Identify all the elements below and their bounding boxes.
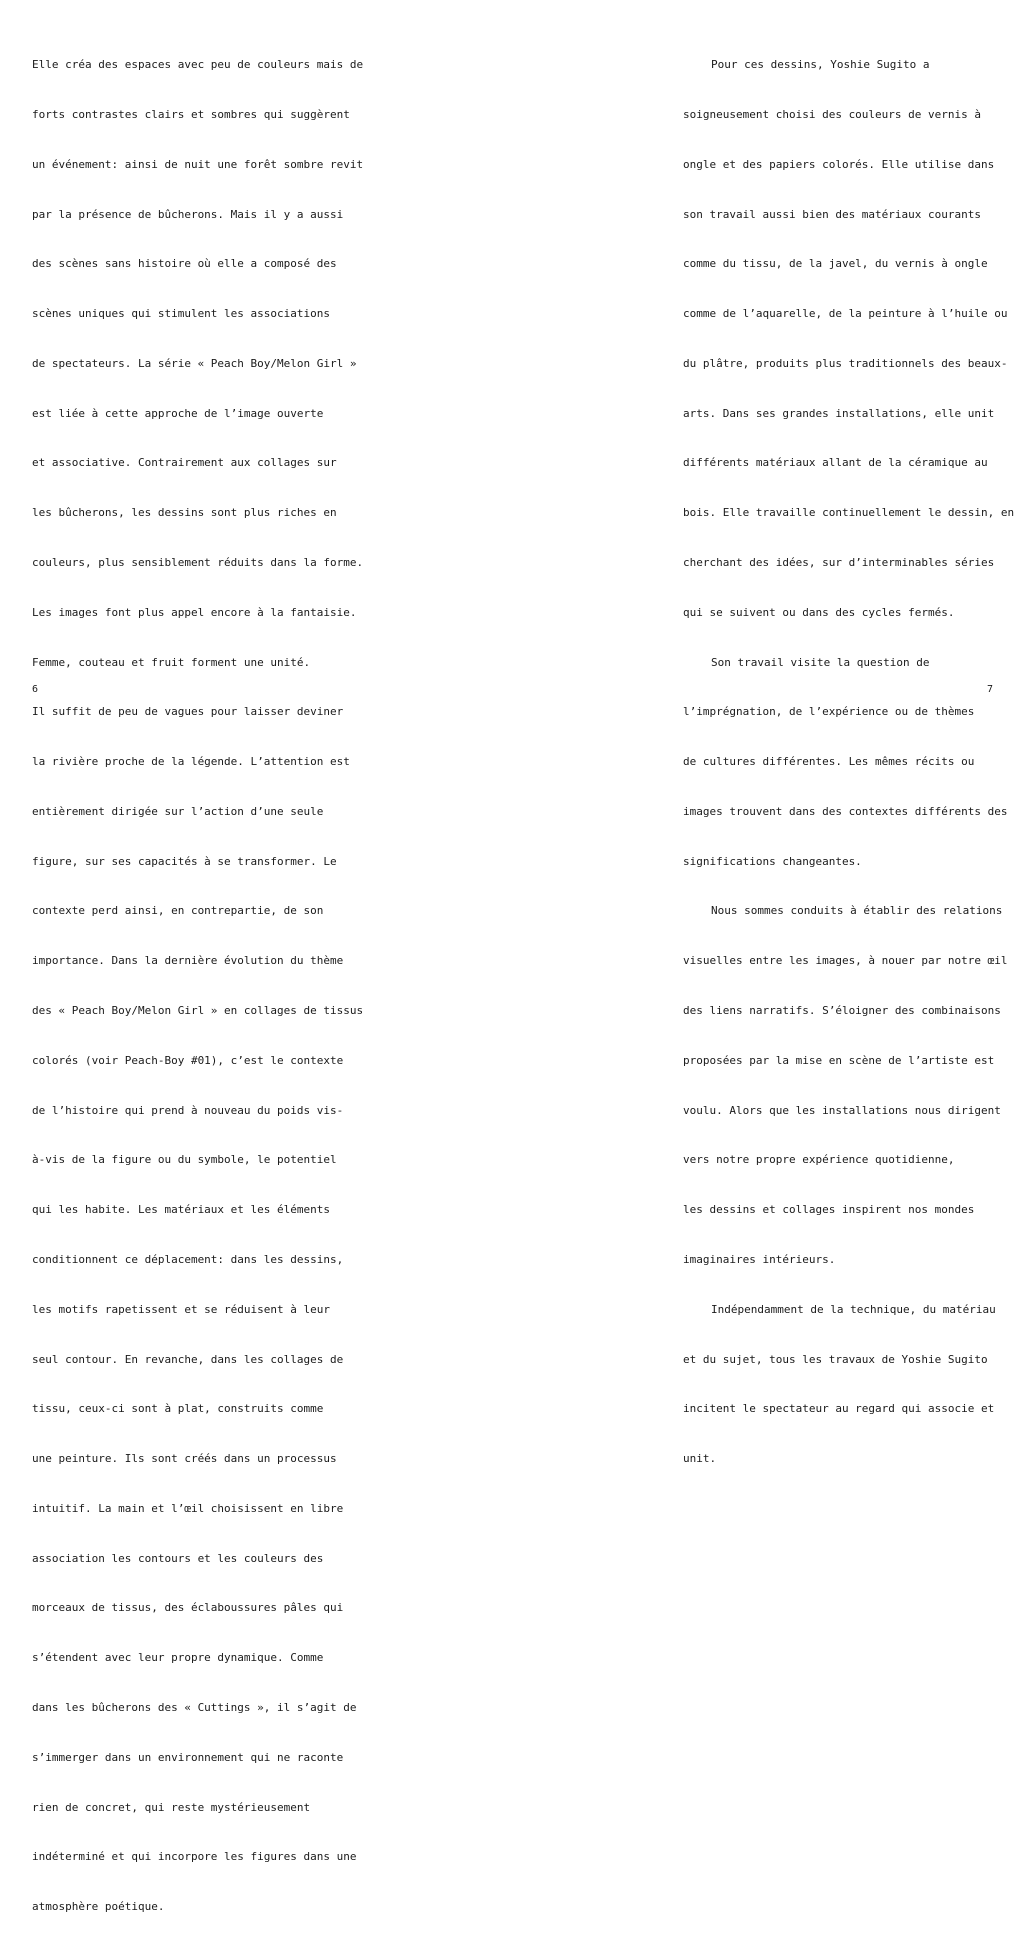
right-page — [512, 0, 1024, 1466]
text-line: de l’histoire qui prend à nouveau du poids vis- — [32, 1103, 344, 1117]
left-page — [0, 0, 512, 1914]
text-line: forts contrastes clairs et sombres qui suggèrent — [32, 107, 350, 121]
text-line: contexte perd ainsi, en contrepartie, de son — [32, 904, 324, 918]
page-number: 6 — [32, 684, 39, 695]
text-line: s’immerger dans un environnement qui ne raconte — [32, 1750, 344, 1764]
text-line: arts. Dans ses grandes installations, elle unit — [683, 406, 995, 420]
text-line: du plâtre, produits plus traditionnels des beaux- — [683, 356, 1008, 370]
text-line: tissu, ceux-ci sont à plat, construits comme — [32, 1402, 324, 1416]
text-line: association les contours et les couleurs des — [32, 1551, 324, 1565]
text-line: à-vis de la figure ou du symbole, le potentiel — [32, 1153, 337, 1167]
text-line: visuelles entre les images, à nouer par notre œil — [683, 954, 1008, 968]
text-line: images trouvent dans des contextes différents des — [683, 804, 1008, 818]
text-line: s’étendent avec leur propre dynamique. Comme — [32, 1651, 324, 1665]
text-line: son travail aussi bien des matériaux courants — [683, 207, 982, 221]
text-line: de cultures différentes. Les mêmes récits ou — [683, 755, 975, 769]
text-line: un événement: ainsi de nuit une forêt sombre revit — [32, 157, 364, 171]
text-line: Nous sommes conduits à établir des relations — [711, 904, 1003, 918]
text-line: par la présence de bûcherons. Mais il y a aussi — [32, 207, 344, 221]
text-line: indéterminé et qui incorpore les figures dans une — [32, 1850, 357, 1864]
text-line: conditionnent ce déplacement: dans les dessins, — [32, 1252, 344, 1266]
text-line: est liée à cette approche de l’image ouverte — [32, 406, 324, 420]
text-line: la rivière proche de la légende. L’attention est — [32, 755, 350, 769]
text-line: et associative. Contrairement aux collages sur — [32, 456, 337, 470]
text-line: des « Peach Boy/Melon Girl » en collages de tissus — [32, 1004, 364, 1018]
text-line: Indépendamment de la technique, du matériau — [711, 1302, 996, 1316]
text-line: des liens narratifs. S’éloigner des combinaisons — [683, 1004, 1001, 1018]
text-line: les dessins et collages inspirent nos mondes — [683, 1203, 975, 1217]
text-line: Il suffit de peu de vagues pour laisser deviner — [32, 705, 344, 719]
text-line: seul contour. En revanche, dans les collages de — [32, 1352, 344, 1366]
text-line: Femme, couteau et fruit forment une unité. — [32, 655, 311, 669]
text-line: dans les bûcherons des « Cuttings », il s’agit de — [32, 1700, 357, 1714]
text-line: imaginaires intérieurs. — [683, 1252, 836, 1266]
text-line: voulu. Alors que les installations nous dirigent — [683, 1103, 1001, 1117]
text-line: vers notre propre expérience quotidienne, — [683, 1153, 955, 1167]
text-line: ongle et des papiers colorés. Elle utilise dans — [683, 157, 995, 171]
text-line: couleurs, plus sensiblement réduits dans la forme. — [32, 556, 364, 569]
page-number: 7 — [986, 684, 993, 695]
text-line: unit. — [683, 1452, 717, 1466]
text-line: Les images font plus appel encore à la fantaisie. — [32, 605, 357, 619]
text-line: Pour ces dessins, Yoshie Sugito a — [711, 58, 930, 72]
text-line: incitent le spectateur au regard qui associe et — [683, 1402, 995, 1416]
text-line: colorés (voir Peach-Boy #01), c’est le contexte — [32, 1053, 344, 1067]
text-line: comme de l’aquarelle, de la peinture à l’huile ou — [683, 307, 1008, 321]
text-line: une peinture. Ils sont créés dans un processus — [32, 1452, 337, 1466]
text-line: soigneusement choisi des couleurs de vernis à — [683, 107, 982, 121]
text-line: atmosphère poétique. — [32, 1900, 165, 1914]
text-line: différents matériaux allant de la céramique au — [683, 456, 988, 470]
text-line: qui se suivent ou dans des cycles fermés. — [683, 605, 955, 619]
text-line: importance. Dans la dernière évolution du thème — [32, 954, 344, 968]
text-line: cherchant des idées, sur d’interminables séries — [683, 556, 995, 569]
text-line: comme du tissu, de la javel, du vernis à ongle — [683, 257, 988, 271]
text-line: les motifs rapetissent et se réduisent à leur — [32, 1302, 331, 1316]
text-line: les bûcherons, les dessins sont plus riches en — [32, 506, 337, 520]
text-line: entièrement dirigée sur l’action d’une seule — [32, 804, 324, 818]
text-line: des scènes sans histoire où elle a composé des — [32, 257, 337, 271]
text-line: scènes uniques qui stimulent les associations — [32, 307, 331, 321]
text-line: rien de concret, qui reste mystérieusement — [32, 1800, 311, 1814]
text-line: significations changeantes. — [683, 854, 862, 868]
text-line: intuitif. La main et l’œil choisissent en libre — [32, 1501, 344, 1515]
text-line: Son travail visite la question de — [711, 655, 930, 669]
text-line: morceaux de tissus, des éclaboussures pâles qui — [32, 1601, 344, 1615]
text-line: figure, sur ses capacités à se transformer. Le — [32, 854, 337, 868]
right-page-text — [683, 24, 1014, 1501]
text-line: bois. Elle travaille continuellement le dessin, en — [683, 506, 1015, 520]
left-page-text — [32, 24, 363, 1949]
text-line: Elle créa des espaces avec peu de couleurs mais de — [32, 58, 364, 72]
text-line: de spectateurs. La série « Peach Boy/Melon Girl » — [32, 356, 357, 370]
text-line: proposées par la mise en scène de l’artiste est — [683, 1053, 995, 1067]
text-line: et du sujet, tous les travaux de Yoshie Sugito — [683, 1352, 988, 1366]
text-line: qui les habite. Les matériaux et les éléments — [32, 1203, 331, 1217]
text-line: l’imprégnation, de l’expérience ou de thèmes — [683, 705, 975, 719]
